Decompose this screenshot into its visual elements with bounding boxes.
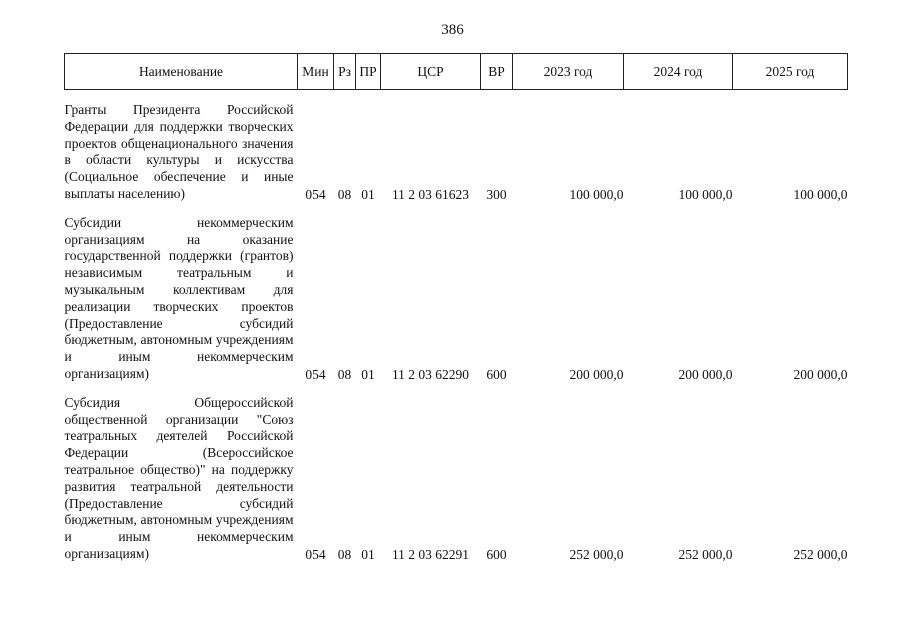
row-2025: 200 000,0 — [793, 366, 848, 382]
row-pr: 01 — [361, 366, 375, 382]
header-rz: Рз — [334, 54, 356, 90]
header-name: Наименование — [65, 54, 298, 90]
row-2024: 100 000,0 — [678, 186, 733, 202]
row-rz: 08 — [337, 366, 352, 382]
row-csr: 11 2 03 62291 — [391, 546, 470, 562]
header-2023: 2023 год — [513, 54, 624, 90]
table-header-row — [65, 54, 848, 90]
row-csr: 11 2 03 61623 — [391, 186, 470, 202]
row-rz: 08 — [337, 546, 352, 562]
row-2024: 252 000,0 — [678, 546, 733, 562]
row-vr: 600 — [486, 546, 507, 562]
page-number: 386 — [441, 22, 464, 38]
row-2023: 200 000,0 — [569, 366, 624, 382]
row-2023: 100 000,0 — [569, 186, 624, 202]
row-vr: 300 — [486, 186, 507, 202]
header-min: Мин — [298, 54, 334, 90]
header-csr: ЦСР — [381, 54, 481, 90]
table-row — [65, 391, 848, 563]
budget-table — [64, 53, 848, 563]
row-csr: 11 2 03 62290 — [391, 366, 470, 382]
header-2025: 2025 год — [733, 54, 848, 90]
row-min: 054 — [305, 366, 326, 382]
row-2024: 200 000,0 — [678, 366, 733, 382]
row-min: 054 — [305, 186, 326, 202]
header-pr: ПР — [356, 54, 381, 90]
header-2024: 2024 год — [624, 54, 733, 90]
row-name: Гранты Президента Российской Федерации для поддержки творческих проектов общенационального значения в области культуры и искусства (Социальное обеспечение и иные выплаты населению) — [64, 102, 294, 201]
table-row — [65, 98, 848, 203]
header-vr: ВР — [481, 54, 513, 90]
row-2025: 100 000,0 — [793, 186, 848, 202]
row-rz: 08 — [337, 186, 352, 202]
row-name: Субсидия Общероссийской общественной организации "Союз театральных деятелей Российской Федерации (Всероссийское театральное общество)" на поддержку развития театральной деятельности (Предоставление субсидий бюджетным, автономным учреждениям и иным некоммерческим организациям) — [64, 394, 294, 561]
row-pr: 01 — [361, 546, 375, 562]
row-2025: 252 000,0 — [793, 546, 848, 562]
row-pr: 01 — [361, 186, 375, 202]
table-row — [65, 211, 848, 383]
row-name: Субсидии некоммерческим организациям на оказание государственной поддержки (грантов) независимым театральным и музыкальным коллективам для реализации творческих проектов (Предоставление субсидий бюджетным, автономным учреждениям и иным некоммерческим организациям) — [64, 214, 294, 381]
row-vr: 600 — [486, 366, 507, 382]
row-min: 054 — [305, 546, 326, 562]
row-2023: 252 000,0 — [569, 546, 624, 562]
